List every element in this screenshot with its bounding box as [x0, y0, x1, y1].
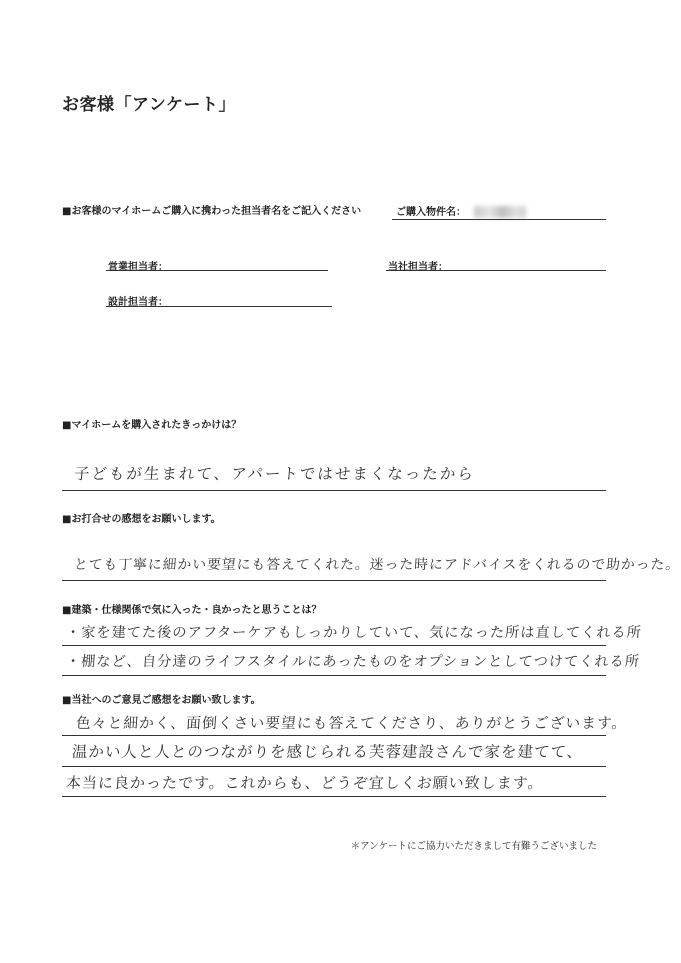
q4-answer-line-2: [62, 766, 606, 767]
property-name-label-text: ご購入物件名：: [396, 207, 466, 218]
sales-staff-label: 営業担当者：: [108, 262, 168, 273]
q2-heading: ■お打合せの感想をお願いします。: [62, 514, 221, 525]
q2-answer-line: [62, 580, 606, 581]
staff-section-heading: ■お客様のマイホームご購入に携わった担当者名をご記入ください: [62, 206, 362, 217]
q4-answer-1: 色々と細かく、面倒くさい要望にも答えてくださり、ありがとうございます。: [75, 715, 628, 732]
q2-answer: とても丁寧に細かい要望にも答えてくれた。迷った時にアドバイスをくれるので助かった。: [73, 557, 681, 573]
company-staff-label: 当社担当者：: [388, 262, 448, 273]
property-name-line: [392, 219, 606, 220]
q4-answer-2: 温かい人と人とのつながりを感じられる芙蓉建設さんで家を建てて、: [71, 743, 584, 761]
page-title: お客様「アンケート」: [62, 95, 236, 115]
q3-answer-1: ・家を建てた後のアフターケアもしっかりしていて、気になった所は直してくれる所: [65, 625, 643, 641]
sales-staff-line: [106, 270, 328, 271]
redacted-property-name: [474, 206, 526, 218]
q3-answer-line-1: [62, 645, 606, 646]
thank-you-footer: ＊アンケートにご協力いただきまして有難うございました: [350, 841, 597, 852]
q1-answer: 子どもが生まれて、アパートではせまくなったから: [73, 465, 476, 483]
company-staff-line: [386, 270, 606, 271]
q1-answer-line: [62, 490, 606, 491]
q3-heading: ■建築・仕様関係で気に入った・良かったと思うことは？: [62, 605, 322, 616]
q4-heading: ■当社へのご意見ご感想をお願い致します。: [62, 695, 261, 706]
q4-answer-line-1: [62, 735, 606, 736]
q1-heading: ■マイホームを購入されたきっかけは？: [62, 420, 242, 431]
q3-answer-2: ・棚など、自分達のライフスタイルにあったものをオプションとしてつけてくれる所: [65, 654, 641, 670]
design-staff-line: [106, 306, 332, 307]
design-staff-label: 設計担当者：: [108, 297, 168, 308]
q4-answer-line-3: [62, 796, 606, 797]
property-name-label: [396, 203, 526, 218]
q3-answer-line-2: [62, 675, 606, 676]
q4-answer-3: 本当に良かったです。これからも、どうぞ宜しくお願い致します。: [65, 774, 545, 792]
